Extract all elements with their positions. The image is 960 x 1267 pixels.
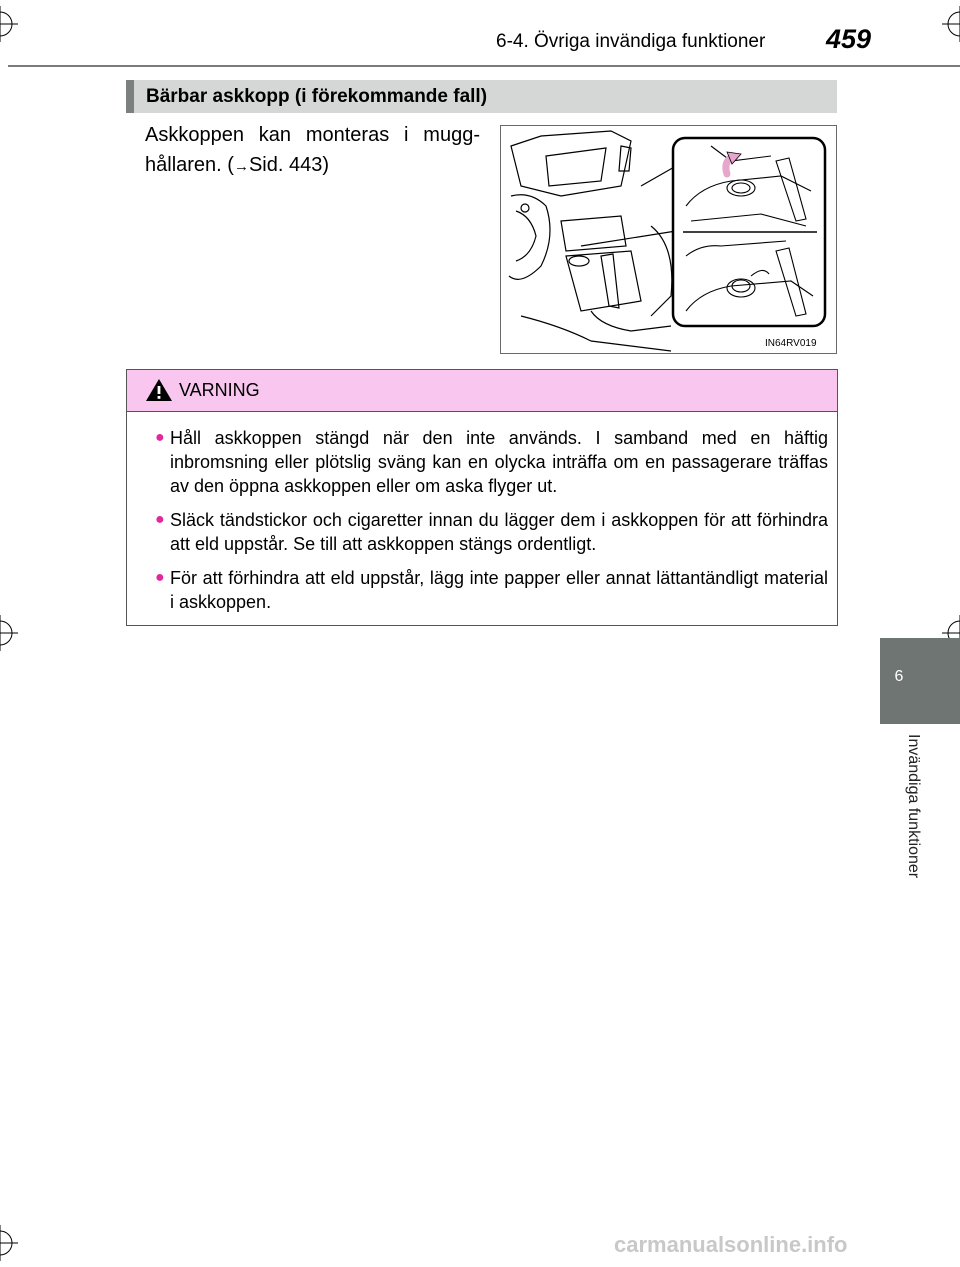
crop-mark-mid-left bbox=[0, 615, 18, 651]
warning-triangle-icon bbox=[145, 378, 173, 402]
warning-item bbox=[155, 426, 828, 498]
warning-item-text: Håll askkoppen stängd när den inte används. I samband med en häftig inbromsning eller plötslig sväng kan en olycka inträffa om en passagerare träffas av den öppna askkoppen eller om aska flyger ut. bbox=[170, 428, 828, 496]
page-number: 459 bbox=[826, 24, 872, 54]
watermark: carmanualsonline.info bbox=[614, 1232, 848, 1257]
warning-item-text: Släck tändstickor och cigaretter innan du lägger dem i askkoppen för att förhindra att eld uppstår. Se till att askkoppen stängs ordentligt. bbox=[170, 510, 828, 554]
warning-header bbox=[127, 370, 837, 412]
crop-mark-bottom-left bbox=[0, 1225, 18, 1261]
chapter-label-container bbox=[884, 734, 922, 914]
warning-title: VARNING bbox=[179, 380, 260, 400]
body-paragraph bbox=[145, 120, 480, 182]
page-reference-link[interactable]: Sid. 443) bbox=[248, 154, 329, 176]
ashtray-illustration bbox=[500, 125, 837, 354]
car-interior-drawing bbox=[501, 126, 836, 353]
warning-box bbox=[126, 369, 838, 626]
figure-id: IN64RV019 bbox=[765, 338, 817, 349]
section-heading bbox=[126, 80, 837, 113]
section-heading-text: Bärbar askkopp (i förekommande fall) bbox=[146, 86, 488, 107]
chapter-number: 6 bbox=[894, 668, 904, 685]
warning-item bbox=[155, 566, 828, 614]
bullet-icon: ● bbox=[155, 511, 165, 528]
bullet-icon: ● bbox=[155, 569, 165, 586]
warning-item bbox=[155, 508, 828, 556]
crop-mark-top-right bbox=[942, 6, 960, 42]
body-text: Askkoppen kan monteras i mugg-hållaren. ( bbox=[145, 124, 480, 176]
bullet-icon: ● bbox=[155, 429, 165, 446]
running-header-section: 6-4. Övriga invändiga funktioner bbox=[496, 31, 766, 52]
crop-mark-top-left bbox=[0, 6, 18, 42]
warning-list bbox=[127, 414, 837, 614]
warning-item-text: För att förhindra att eld uppstår, lägg inte papper eller annat lättantändligt material i askkoppen. bbox=[170, 568, 828, 612]
header-rule bbox=[8, 65, 960, 67]
chapter-label: Invändiga funktioner bbox=[905, 734, 922, 879]
arrow-icon: → bbox=[233, 158, 249, 175]
